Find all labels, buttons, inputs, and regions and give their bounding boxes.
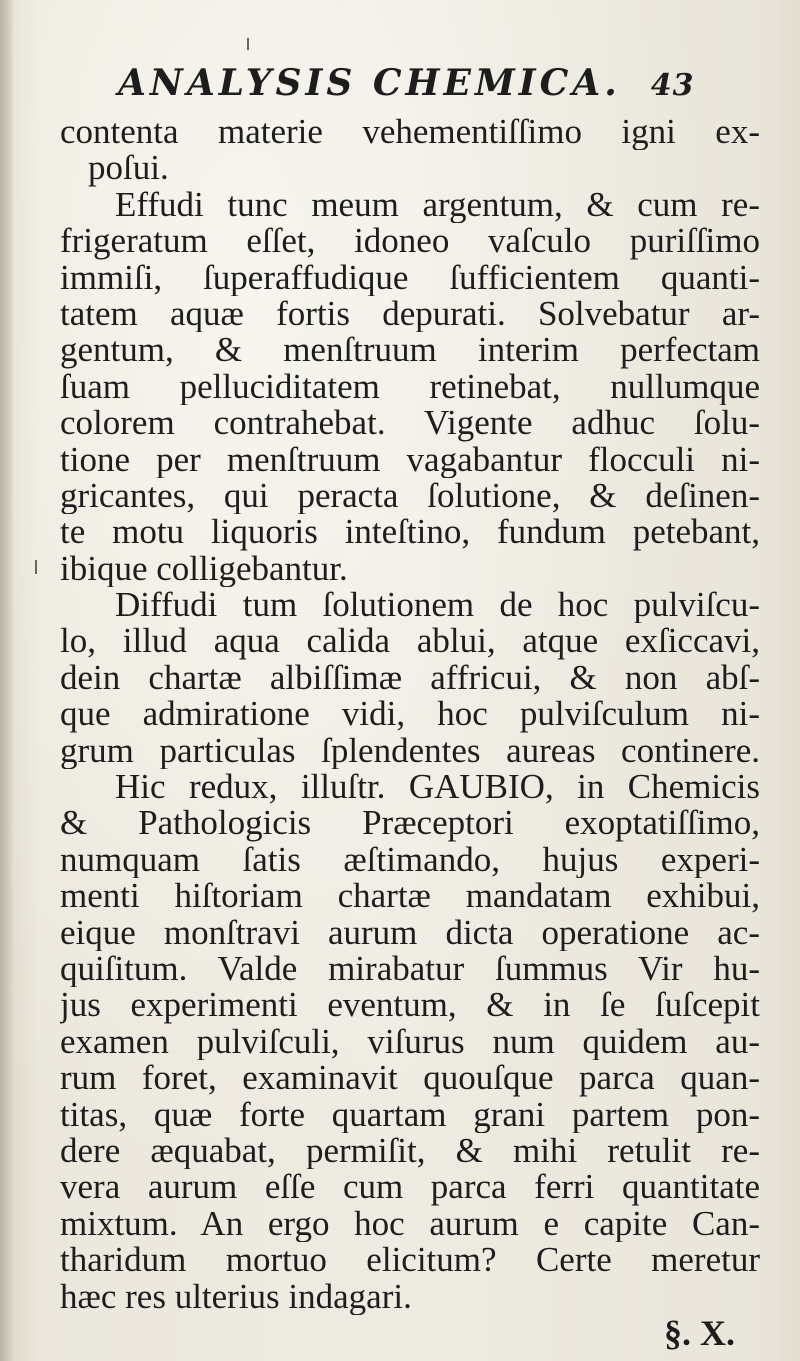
text-line: hæc res ulterius indagari. xyxy=(60,1278,412,1315)
text-line: examen pulviſculi, viſurus num quidem au- xyxy=(60,1023,760,1061)
text-line: colorem contrahebat. Vigente adhuc ſolu- xyxy=(60,405,760,442)
text-line: contenta materie vehementiſſimo igni ex- xyxy=(60,114,760,151)
text-line: ibique colligebantur. xyxy=(60,550,348,588)
text-line: tione per menſtruum vagabantur flocculi ni- xyxy=(60,441,760,478)
text-line: dere æquabat, permiſit, & mihi retulit re- xyxy=(60,1132,760,1170)
section-mark: §. X. xyxy=(664,1312,735,1353)
text-line: Effudi tunc meum argentum, & cum re- xyxy=(115,186,760,224)
text-line: dein chartæ albiſſimæ affricui, & non abſ- xyxy=(60,659,760,697)
text-line: mixtum. An ergo hoc aurum e capite Can- xyxy=(60,1205,760,1243)
text-line: gentum, & menſtruum interim perfectam xyxy=(60,332,760,369)
text-line: poſui. xyxy=(88,150,169,187)
text-line: quiſitum. Valde mirabatur ſummus Vir hu- xyxy=(60,950,760,988)
text-line: vera aurum eſſe cum parca ferri quantitate xyxy=(60,1169,760,1206)
text-line: grum particulas ſplendentes aureas continere. xyxy=(60,732,760,770)
text-line: te motu liquoris inteſtino, fundum petebant, xyxy=(60,514,760,551)
text-line: titas, quæ forte quartam grani partem pon- xyxy=(60,1096,760,1133)
text-line: menti hiſtoriam chartæ mandatam exhibui, xyxy=(60,878,760,915)
text-line: que admiratione vidi, hoc pulviſculum ni- xyxy=(60,696,760,733)
text-line: lo, illud aqua calida ablui, atque exſiccavi, xyxy=(60,623,760,660)
running-title: ANALYSIS CHEMICA. xyxy=(118,62,621,104)
page-number: 43 xyxy=(650,68,695,103)
text-line: immiſi, ſuperaffudique ſufficientem quanti- xyxy=(60,259,760,296)
text-line: eique monſtravi aurum dicta operatione ac- xyxy=(60,914,760,951)
text-line: ſuam pelluciditatem retinebat, nullumque xyxy=(60,368,760,406)
text-line: & Pathologicis Præceptori exoptatiſſimo, xyxy=(60,805,760,842)
text-line: tharidum mortuo elicitum? Certe meretur xyxy=(60,1242,760,1279)
body-text xyxy=(60,114,760,1355)
text-line: Diffudi tum ſolutionem de hoc pulviſcu- xyxy=(115,587,760,624)
text-line: gricantes, qui peracta ſolutione, & deſinen- xyxy=(60,477,760,515)
margin-mark xyxy=(247,38,249,50)
text-line: Hic redux, illuſtr. GAUBIO, in Chemicis xyxy=(115,769,760,806)
text-line: rum foret, examinavit quouſque parca quan- xyxy=(60,1060,760,1097)
text-line: frigeratum eſſet, idoneo vaſculo puriſſimo xyxy=(60,223,760,260)
text-line: jus experimenti eventum, & in ſe ſuſcepit xyxy=(60,987,760,1024)
text-line: tatem aquæ fortis depurati. Solvebatur ar- xyxy=(60,295,760,333)
text-line: numquam ſatis æſtimando, hujus experi- xyxy=(60,841,760,879)
margin-mark xyxy=(35,560,37,574)
page-edge-shadow xyxy=(0,0,14,1361)
running-header xyxy=(118,62,758,114)
